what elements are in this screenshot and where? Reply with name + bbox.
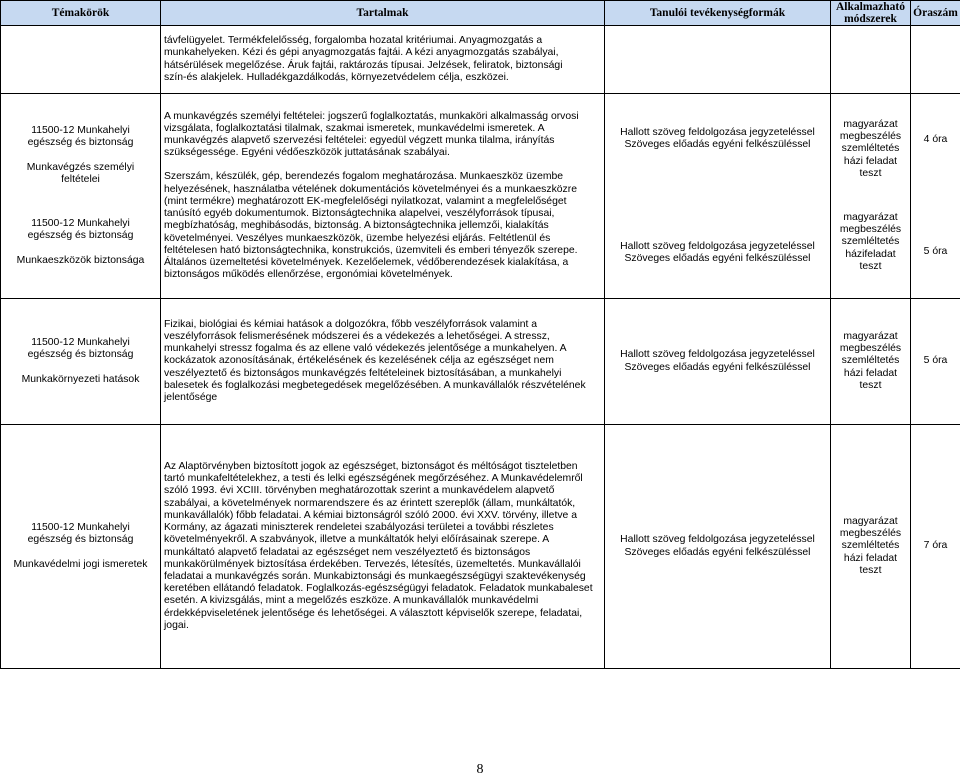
header-topics: Témakörök bbox=[1, 1, 161, 26]
method-item: szemléltetés bbox=[841, 236, 900, 248]
continuation-line: hátsérülések megelőzése. Áruk fajtái, raktározás típusai. Jelzések, feliratok, biztonsági bbox=[164, 59, 563, 71]
topic-module: 11500-12 Munkahelyi bbox=[31, 522, 130, 534]
method-item: megbeszélés bbox=[839, 224, 902, 236]
activity-line: Szöveges előadás egyéni felkészüléssel bbox=[624, 361, 811, 373]
topic-title: Munkaeszközök biztonsága bbox=[16, 254, 145, 266]
activity-cell bbox=[605, 425, 831, 669]
activity-line: Szöveges előadás egyéni felkészüléssel bbox=[624, 253, 811, 265]
topic-module: 11500-12 Munkahelyi bbox=[31, 337, 130, 349]
table-row bbox=[1, 425, 960, 669]
method-item: szemléltetés bbox=[841, 540, 900, 552]
activity-line: Szöveges előadás egyéni felkészüléssel bbox=[624, 138, 811, 150]
content-cell bbox=[161, 425, 605, 669]
topic-module: 11500-12 Munkahelyi bbox=[31, 125, 130, 137]
activity-line: Hallott szöveg feldolgozása jegyzeteléssel bbox=[620, 534, 815, 546]
table-row-continuation bbox=[1, 26, 960, 94]
topic-title-cont: feltételei bbox=[61, 173, 100, 185]
method-item: szemléltetés bbox=[841, 143, 900, 155]
continuation-line: távfelügyelet. Termékfelelősség, forgalomba hozatal kritériumai. Anyagmozgatás a bbox=[164, 35, 543, 47]
topic-module-sub: egészség és biztonság bbox=[27, 137, 134, 149]
activity-cell-empty bbox=[605, 26, 831, 94]
method-item: házi feladat bbox=[843, 552, 898, 564]
content-cell-continuation bbox=[161, 26, 605, 94]
topic-cell bbox=[1, 299, 161, 425]
content-paragraph: A munkavégzés személyi feltételei: jogszerű foglalkoztatás, munkaköri alkalmasság orvosi vizsgálata, foglalkoztatási tilalmak, szakmai ismeretek, munkavédelmi ismeretek. A munkavégzés alapvető szervezési feltételei: egyedül végzett munka tilalma, irányítás szükségessége. Egyéni védőeszközök juttatásának szabályai. bbox=[164, 110, 579, 159]
method-item: magyarázat bbox=[843, 212, 898, 223]
activity-line: Szöveges előadás egyéni felkészüléssel bbox=[624, 546, 811, 558]
table-row bbox=[1, 94, 960, 299]
hours-cell bbox=[911, 94, 960, 299]
content-paragraph: Fizikai, biológiai és kémiai hatások a dolgozókra, főbb veszélyforrások valamint a veszélyforrások felismerésének módszerei és a védekezés a lehetőségei. A stressz, munkahelyi stressz fogalma és az ellene való védekezés jelentősége a munkahelyen. A kockázatok azonosításának, értékelésének és kezelésének célja az egészséget nem veszélyeztető és biztonságos munkavégzés feltételeinek biztosításában, a munkahelyi balesetek és foglalkozási megbetegedések megelőzésében. A munkavállalók részvételének jelentősége bbox=[164, 318, 586, 403]
header-methods-line1: Alkalmazható bbox=[836, 1, 905, 13]
activity-line: Hallott szöveg feldolgozása jegyzeteléssel bbox=[620, 349, 815, 361]
topic-cell-empty bbox=[1, 26, 161, 94]
method-item: teszt bbox=[859, 564, 882, 576]
continuation-line: munkahelyeken. Kézi és gépi anyagmozgatás fajtái. A kézi anyagmozgatás szabályai, bbox=[164, 47, 559, 59]
method-item: teszt bbox=[859, 260, 882, 272]
hours-cell-empty bbox=[911, 26, 960, 94]
activity-cell bbox=[605, 299, 831, 425]
method-cell bbox=[831, 425, 911, 669]
topic-module-sub: egészség és biztonság bbox=[27, 349, 134, 361]
header-activities: Tanulói tevékenységformák bbox=[605, 1, 831, 26]
table-row bbox=[1, 299, 960, 425]
hours-value: 7 óra bbox=[923, 540, 948, 552]
method-cell-empty bbox=[831, 26, 911, 94]
topic-title: Munkavédelmi jogi ismeretek bbox=[13, 558, 148, 570]
header-row bbox=[1, 1, 960, 26]
topic-title: Munkavégzés személyi bbox=[26, 161, 135, 173]
method-item: házi feladat bbox=[843, 367, 898, 379]
header-methods bbox=[831, 1, 911, 26]
topic-title: Munkakörnyezeti hatások bbox=[21, 373, 140, 385]
method-item: házifeladat bbox=[845, 248, 896, 260]
content-cell bbox=[161, 299, 605, 425]
activity-cell bbox=[605, 94, 831, 299]
activity-line: Hallott szöveg feldolgozása jegyzeteléssel bbox=[620, 241, 815, 252]
method-item: magyarázat bbox=[843, 330, 898, 342]
method-cell bbox=[831, 94, 911, 299]
method-item: szemléltetés bbox=[841, 355, 900, 367]
continuation-line: szín-és alakjelek. Hulladékgazdálkodás, környezetvédelem célja, eszközei. bbox=[164, 71, 509, 83]
method-cell bbox=[831, 299, 911, 425]
method-item: megbeszélés bbox=[839, 131, 902, 143]
method-item: házi feladat bbox=[843, 155, 898, 167]
topic-module-sub: egészség és biztonság bbox=[27, 534, 134, 546]
header-hours: Óraszám bbox=[911, 1, 960, 26]
method-item: megbeszélés bbox=[839, 528, 902, 540]
hours-value: 5 óra bbox=[923, 355, 948, 367]
hours-cell bbox=[911, 299, 960, 425]
method-item: megbeszélés bbox=[839, 343, 902, 355]
hours-value: 5 óra bbox=[923, 246, 948, 257]
method-item: magyarázat bbox=[843, 118, 898, 130]
topic-cell bbox=[1, 425, 161, 669]
method-item: teszt bbox=[859, 379, 882, 391]
content-paragraph: Az Alaptörvényben biztosított jogok az egészséget, biztonságot és méltóságot tiszteletben tartó munkafeltételekhez, a testi és lelki egészségének megőrzéséhez. A Munkavédelemről szóló 1993. évi XCIII. törvényben meghatározottak szerint a munkavédelem alapvető szabályai, a követelmények normarendszere és az érintett szereplők (állam, munkáltatók, munkavállalók) főbb feladatai. A kémiai biztonságról szóló 2000. évi XXV. törvény, illetve a Kormány, az ágazati miniszterek rendeletei szabályozási területei a további részletes követelményekről. A szabványok, illetve a munkáltatók helyi előírásainak szerepe. A munkáltató alapvető feladatai az egészséget nem veszélyeztető és biztonságos munkakörülmények biztosítása érdekében. Tervezés, létesítés, üzemeltetés. Munkavállalói feladatai a munkavégzés során. Munkabiztonsági és munkaegészségügyi szaktevékenység keretében ellátandó feladatok. Foglalkozás-egészségügyi feladatok. Feladatok munkabaleset esetén. A kivizsgálás, mint a megelőzés eszköze. A munkavállalók munkavédelmi érdekképviseletének jelentősége és lehetőségei. A választott képviselők szerepe, feladatai, jogai. bbox=[164, 461, 593, 631]
content-paragraph: Szerszám, készülék, gép, berendezés fogalom meghatározása. Munkaeszköz üzembe helyezésének, használatba vételének dokumentációs követelményei és a munkaeszközre (mint termékre) meghatározott EK-megfelelőségi nyilatkozat, valamint a megfelelőséget tanúsító egyéb dokumentumok. Biztonságtechnika alapelvei, veszélyforrások típusai, megbízhatóság, meghibásodás, biztonság. A biztonságtechnika jellemzői, kialakítás követelményei. Veszélyes munkaeszközök, üzembe helyezési eljárás. Feltétlenül és feltételesen ható biztonságtechnika, konstrukciós, üzemviteli és emberi tényezők szerepe. Általános üzemeltetési követelmények. Kezelőelemek, védőberendezések kialakítása, a biztonságos működés ellenőrzése, ergonómiai követelmények. bbox=[164, 171, 578, 281]
hours-cell bbox=[911, 425, 960, 669]
content-cell bbox=[161, 94, 605, 299]
hours-value: 4 óra bbox=[923, 133, 948, 145]
method-item: teszt bbox=[859, 167, 882, 179]
method-item: magyarázat bbox=[843, 515, 898, 527]
header-content: Tartalmak bbox=[161, 1, 605, 26]
topic-module-sub: egészség és biztonság bbox=[27, 230, 134, 242]
header-methods-line2: módszerek bbox=[844, 13, 897, 25]
topic-module: 11500-12 Munkahelyi bbox=[31, 218, 130, 230]
topic-cell bbox=[1, 94, 161, 299]
activity-line: Hallott szöveg feldolgozása jegyzeteléssel bbox=[620, 126, 815, 138]
page-number: 8 bbox=[476, 762, 484, 777]
